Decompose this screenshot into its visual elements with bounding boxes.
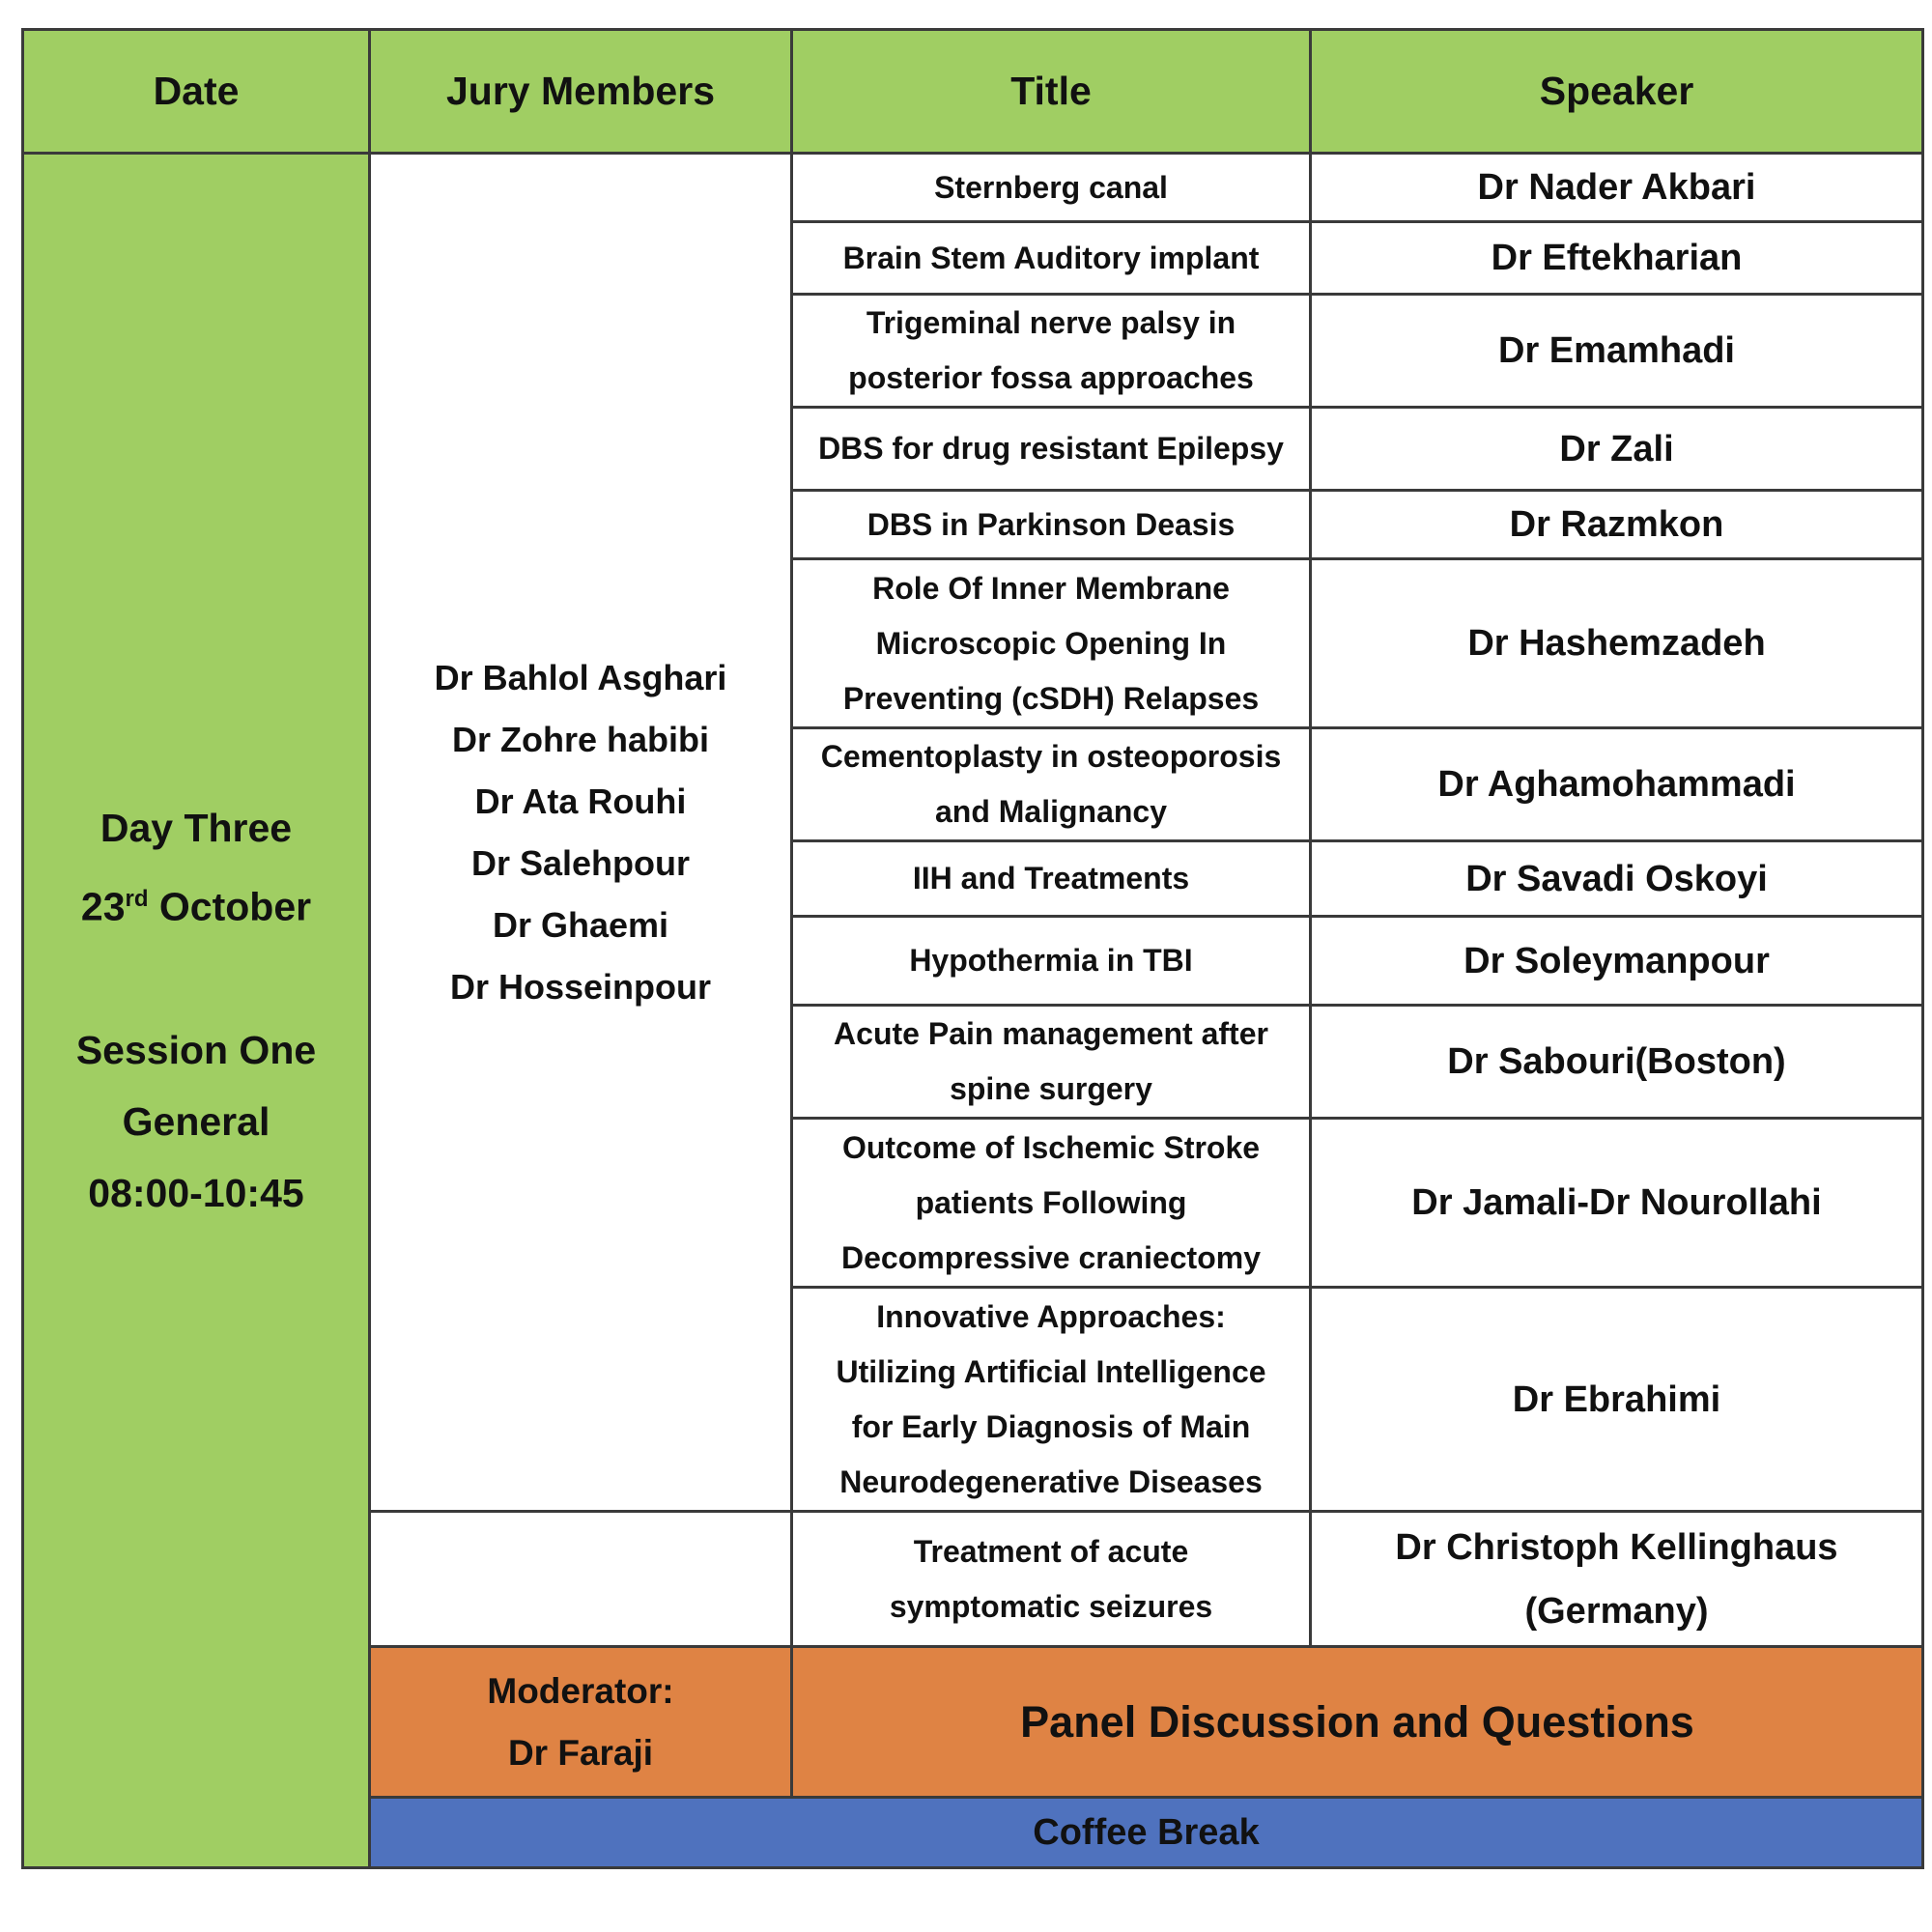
date-label: 23rd October — [80, 884, 312, 929]
talk-title: Trigeminal nerve palsy in posterior fossa approaches — [792, 295, 1311, 408]
coffee-break: Coffee Break — [370, 1798, 1923, 1868]
jury-member: Dr Salehpour — [470, 842, 691, 883]
talk-speaker: Dr Nader Akbari — [1311, 154, 1923, 222]
talk-title: Role Of Inner Membrane Microscopic Opening In Preventing (cSDH) Relapses — [792, 559, 1311, 728]
talk-title: Hypothermia in TBI — [792, 917, 1311, 1006]
moderator-label: Moderator: — [487, 1670, 674, 1711]
jury-member: Dr Zohre habibi — [451, 719, 709, 759]
header-title: Title — [792, 30, 1311, 154]
panel-discussion: Panel Discussion and Questions — [792, 1647, 1923, 1798]
talk-speaker: Dr Savadi Oskoyi — [1311, 841, 1923, 917]
day-label: Day Three — [99, 806, 293, 851]
talk-title: Brain Stem Auditory implant — [792, 222, 1311, 295]
jury-empty-cell — [370, 1512, 792, 1647]
talk-title: Outcome of Ischemic Stroke patients Following Decompressive craniectomy — [792, 1119, 1311, 1288]
talk-speaker: Dr Aghamohammadi — [1311, 728, 1923, 841]
talk-speaker: Dr Soleymanpour — [1311, 917, 1923, 1006]
talk-speaker: Dr Sabouri(Boston) — [1311, 1006, 1923, 1119]
talk-title: DBS in Parkinson Deasis — [792, 491, 1311, 559]
moderator-name: Dr Faraji — [507, 1732, 654, 1773]
header-row — [23, 30, 1923, 154]
talk-speaker: Dr Ebrahimi — [1311, 1288, 1923, 1512]
session-info-cell — [23, 154, 370, 1868]
talk-speaker: Dr Emamhadi — [1311, 295, 1923, 408]
talk-speaker: Dr Zali — [1311, 408, 1923, 491]
talk-title: Innovative Approaches: Utilizing Artificial Intelligence for Early Diagnosis of Main Neurodegenerative Diseases — [792, 1288, 1311, 1512]
session-time: 08:00-10:45 — [88, 1170, 304, 1215]
talk-title: IIH and Treatments — [792, 841, 1311, 917]
schedule-table — [21, 28, 1924, 1869]
talk-title: Sternberg canal — [792, 154, 1311, 222]
session-category: General — [122, 1098, 270, 1144]
talk-speaker: Dr Eftekharian — [1311, 222, 1923, 295]
talk-speaker: Dr Hashemzadeh — [1311, 559, 1923, 728]
header-speaker: Speaker — [1311, 30, 1923, 154]
talk-speaker: Dr Razmkon — [1311, 491, 1923, 559]
talk-speaker: Dr Jamali-Dr Nourollahi — [1311, 1119, 1923, 1288]
jury-member: Dr Ata Rouhi — [474, 781, 687, 821]
session-name: Session One — [75, 1027, 317, 1072]
jury-member: Dr Hosseinpour — [449, 966, 712, 1007]
talk-title: Treatment of acute symptomatic seizures — [792, 1512, 1311, 1647]
header-date: Date — [23, 30, 370, 154]
header-jury-members: Jury Members — [370, 30, 792, 154]
talk-speaker: Dr Christoph Kellinghaus (Germany) — [1311, 1512, 1923, 1647]
jury-member: Dr Bahlol Asghari — [434, 657, 727, 697]
moderator-cell — [370, 1647, 792, 1798]
talk-title: Cementoplasty in osteoporosis and Malignancy — [792, 728, 1311, 841]
talk-title: Acute Pain management after spine surgery — [792, 1006, 1311, 1119]
jury-member: Dr Ghaemi — [492, 904, 669, 945]
talk-row — [23, 154, 1923, 222]
talk-title: DBS for drug resistant Epilepsy — [792, 408, 1311, 491]
jury-members-cell — [370, 154, 792, 1512]
